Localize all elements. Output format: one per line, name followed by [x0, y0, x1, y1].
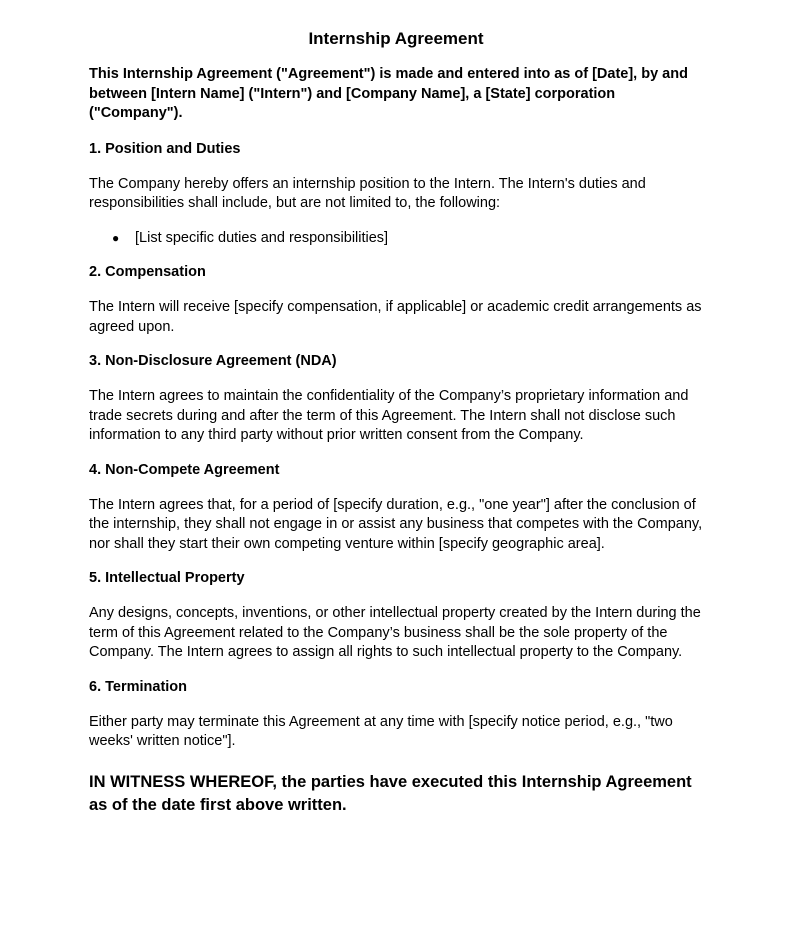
section-body: Any designs, concepts, inventions, or other intellectual property created by the Intern during the term of this Agreement related to the Company’s business shall be the sole property of the Company. The Intern agrees to assign all rights to such intellectual property to the Company.	[89, 605, 701, 660]
section-non-compete	[89, 461, 709, 555]
list-item	[89, 229, 709, 249]
section-body: The Intern agrees to maintain the confidentiality of the Company’s proprietary information and trade secrets during and after the term of this Agreement. The Intern shall not disclose such information to any third party without prior written consent from the Company.	[89, 388, 689, 443]
intro-paragraph: This Internship Agreement ("Agreement") is made and entered into as of [Date], by and between [Intern Name] ("Intern") and [Company Name], a [State] corporation ("Company").	[89, 66, 688, 121]
section-heading: 2. Compensation	[89, 264, 206, 280]
document-title: Internship Agreement	[308, 29, 484, 48]
section-heading: 5. Intellectual Property	[89, 570, 245, 586]
section-heading: 4. Non-Compete Agreement	[89, 461, 280, 478]
section-heading: 6. Termination	[89, 678, 188, 695]
section-termination	[89, 678, 709, 752]
section-intellectual-property	[89, 569, 709, 663]
list-item-text: [List specific duties and responsibilities]	[135, 229, 389, 246]
section-compensation	[89, 263, 709, 337]
witness-clause: IN WITNESS WHEREOF, the parties have executed this Internship Agreement as of the date first above written.	[89, 772, 692, 814]
section-nda	[89, 352, 709, 446]
section-body: The Intern agrees that, for a period of [specify duration, e.g., "one year"] after the conclusion of the internship, they shall not engage in or assist any business that competes with the Company, nor shall they start their own competing venture within [specify geographic area].	[89, 496, 703, 552]
section-body: Either party may terminate this Agreement at any time with [specify notice period, e.g., "two weeks' written notice"].	[89, 713, 673, 749]
section-heading: 3. Non-Disclosure Agreement (NDA)	[89, 353, 337, 369]
duties-list	[89, 229, 709, 249]
section-body: The Intern will receive [specify compensation, if applicable] or academic credit arrangements as agreed upon.	[89, 299, 702, 335]
section-heading: 1. Position and Duties	[89, 140, 241, 157]
bullet-icon: ●	[112, 230, 120, 245]
section-body: The Company hereby offers an internship position to the Intern. The Intern's duties and responsibilities shall include, but are not limited to, the following:	[89, 175, 646, 211]
document-page	[89, 28, 709, 817]
section-position-duties	[89, 140, 709, 249]
